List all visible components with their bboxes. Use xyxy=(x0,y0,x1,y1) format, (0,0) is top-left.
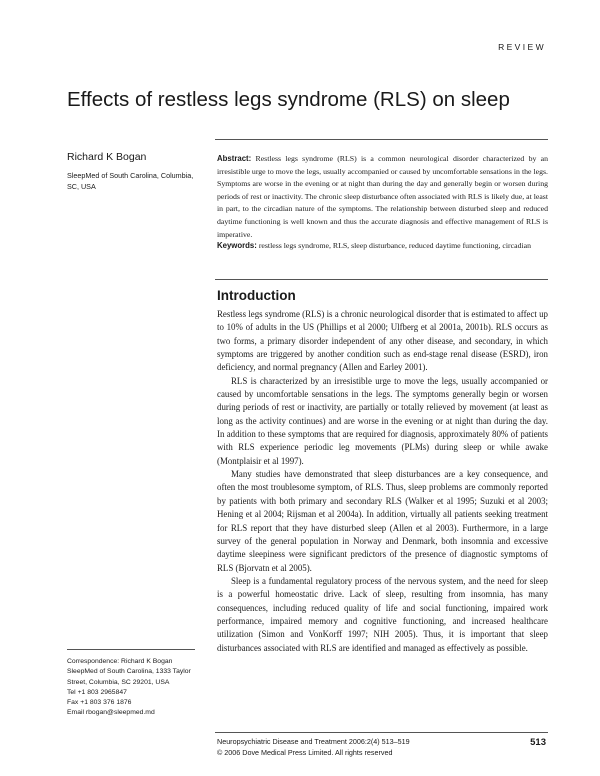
correspondence-line: Correspondence: Richard K Bogan xyxy=(67,658,173,665)
correspondence-block xyxy=(67,657,207,719)
article-title: Effects of restless legs syndrome (RLS) on sleep xyxy=(67,88,510,111)
abstract-block xyxy=(217,153,548,241)
abstract-label: Abstract: xyxy=(217,154,252,163)
keywords-block xyxy=(217,240,548,253)
body-paragraph: RLS is characterized by an irresistible urge to move the legs, usually accompanied or caused by uncomfortable sensations in the legs. The symptoms generally begin or worsen during periods of rest or inactivity, are partially or totally relieved by movement (at least as long as the activity continues) and are worse in the evening or at night than during the day. In addition to these symptoms that are required for diagnosis, approximately 80% of patients with RLS experience periodic leg movements (PLMs) during sleep or while awake (Montplaisir et al 1997). xyxy=(217,375,548,466)
abstract-top-rule xyxy=(215,139,548,140)
correspondence-line: SleepMed of South Carolina, 1333 Taylor xyxy=(67,668,191,676)
introduction-body xyxy=(217,308,548,655)
correspondence-rule xyxy=(67,649,195,650)
correspondence-line: Street, Columbia, SC 29201, USA xyxy=(67,678,170,686)
correspondence-line: Tel +1 803 2965847 xyxy=(67,688,127,696)
body-paragraph: Sleep is a fundamental regulatory process of the nervous system, and the need for sleep is a powerful homeostatic drive. Lack of sleep, resulting from insomnia, has many consequences, including reduced quality of life and social functioning, impaired work performance, impaired memory and cognitive functioning, and increased healthcare utilization (Simon and VonKorff 1997; NIH 2005). Thus, it is important that sleep disturbances associated with RLS are identified and managed as effectively as possible. xyxy=(217,575,548,653)
footer-citation: Neuropsychiatric Disease and Treatment 2006:2(4) 513–519 xyxy=(217,737,410,746)
introduction-heading: Introduction xyxy=(217,288,296,303)
footer-copyright: © 2006 Dove Medical Press Limited. All rights reserved xyxy=(217,748,393,757)
correspondence-email: Email rbogan@sleepmed.md xyxy=(67,709,155,717)
abstract-text: Restless legs syndrome (RLS) is a common neurological disorder characterized by an irresistible urge to move the legs, usually accompanied or caused by uncomfortable sensations in the legs. Symptoms are worse in the evening or at night than during the day and generally begin or worsen during periods of rest or inactivity. The chronic sleep disturbance often associated with RLS is likely due, at least in part, to the circadian nature of the symptoms. The relationship between disturbed sleep and reduced daytime functioning is well known and thus the accurate diagnosis and effective management of RLS is imperative. xyxy=(217,154,549,239)
footer-rule xyxy=(215,732,548,733)
introduction-top-rule xyxy=(215,279,548,280)
author-affiliation: SleepMed of South Carolina, Columbia, SC, USA xyxy=(67,171,194,191)
body-paragraph: Restless legs syndrome (RLS) is a chronic neurological disorder that is estimated to affect up to 10% of adults in the US (Phillips et al 2000; Ulfberg et al 2001a, 2001b). RLS occurs as two forms, a primary disorder independent of any other disease, and secondary, in which symptoms are triggered by another condition such as end-stage renal disease (ESRD), iron deficiency, and normal pregnancy (Allen and Earley 2001). xyxy=(217,309,548,373)
keywords-label: Keywords: xyxy=(217,241,257,250)
correspondence-line: Fax +1 803 376 1876 xyxy=(67,699,132,707)
page-number: 513 xyxy=(530,737,546,748)
author-name: Richard K Bogan xyxy=(67,151,147,163)
body-paragraph: Many studies have demonstrated that sleep disturbances are a key consequence, and often the most troublesome symptom, of RLS. Thus, sleep problems are commonly reported by patients with both primary and secondary RLS (Walker et al 1995; Suzuki et al 2003; Hening et al 2004; Rijsman et al 2004a). In addition, virtually all patients seeking treatment for RLS report that they have disturbed sleep (Allen et al 2003). Furthermore, in a large survey of the general population in Norway and Denmark, both insomnia and excessive daytime sleepiness were significant predictors of the presence of diagnostic symptoms of RLS (Bjorvatn et al 2005). xyxy=(217,469,548,573)
keywords-text: restless legs syndrome, RLS, sleep disturbance, reduced daytime functioning, circadian xyxy=(258,241,531,250)
section-label: REVIEW xyxy=(498,42,546,52)
